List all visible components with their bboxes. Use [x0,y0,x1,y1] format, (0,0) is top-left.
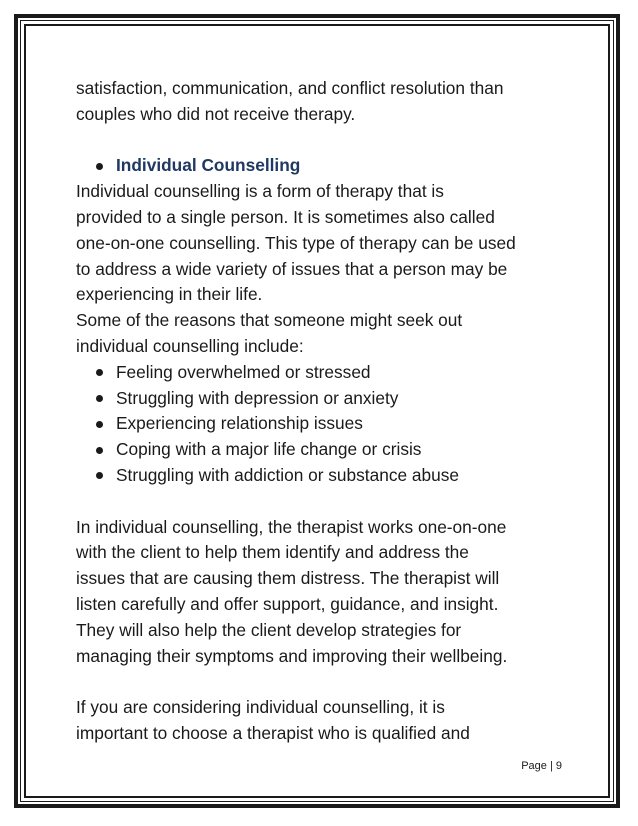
page-number-footer: Page | 9 [521,760,562,772]
list-item [96,411,576,437]
list-item-text: Feeling overwhelmed or stressed [116,361,371,382]
paragraph-line: Individual counselling is a form of therapy that is [76,181,444,202]
paragraph-line: to address a wide variety of issues that a person may be [76,258,508,279]
paragraph-line: experiencing in their life. [76,284,263,305]
paragraph-line: individual counselling include: [76,335,304,356]
list-item-text: Struggling with addiction or substance abuse [116,464,459,485]
bullet-icon [96,447,103,454]
list-item [96,386,576,412]
paragraph-line: Some of the reasons that someone might seek out [76,310,463,331]
bullet-icon [96,369,103,376]
bullet-icon [96,472,103,479]
reasons-list [76,360,576,489]
bullet-icon [96,163,103,170]
list-item [96,463,576,489]
list-item-text: Coping with a major life change or crisis [116,439,422,460]
paragraph-line: If you are considering individual counselling, it is [76,697,445,718]
bullet-icon [96,421,103,428]
list-item [96,437,576,463]
paragraph-line: listen carefully and offer support, guidance, and insight. [76,593,499,614]
bullet-icon [96,395,103,402]
section-heading: Individual Counselling [116,155,301,176]
paragraph-line: In individual counselling, the therapist works one-on-one [76,516,507,537]
list-item-text: Experiencing relationship issues [116,413,363,434]
paragraph-line: provided to a single person. It is sometimes also called [76,206,495,227]
list-item-text: Struggling with depression or anxiety [116,387,399,408]
paragraph-line: one-on-one counselling. This type of therapy can be used [76,232,516,253]
page-content [76,76,576,747]
paragraph-line: with the client to help them identify and address the [76,542,469,563]
paragraph-line: issues that are causing them distress. The therapist will [76,568,500,589]
paragraph-line: important to choose a therapist who is qualified and [76,722,470,743]
list-item [96,360,576,386]
intro-line: couples who did not receive therapy. [76,103,356,124]
paragraph-line: managing their symptoms and improving their wellbeing. [76,645,508,666]
intro-line: satisfaction, communication, and conflict resolution than [76,78,504,98]
paragraph-line: They will also help the client develop strategies for [76,619,462,640]
section-heading-row [76,153,576,179]
